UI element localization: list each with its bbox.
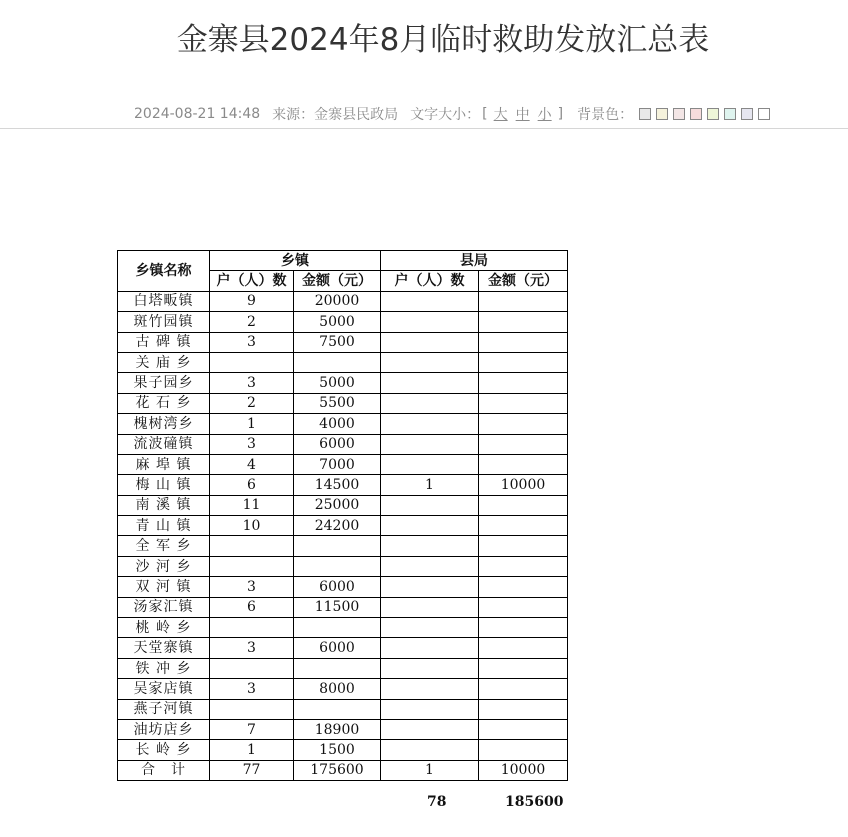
town-households-cell [210, 658, 294, 678]
article-meta [134, 104, 770, 124]
font-size-medium-link[interactable]: 中 [515, 107, 530, 123]
background-color-swatch[interactable] [758, 108, 770, 120]
county-households-cell: 1 [381, 475, 479, 495]
font-size-bracket-open: [ [482, 106, 488, 122]
town-households-cell: 4 [210, 454, 294, 474]
county-amount-cell [479, 577, 568, 597]
county-households-cell [381, 658, 479, 678]
town-name-cell: 沙 河 乡 [118, 556, 210, 576]
town-households-cell: 3 [210, 679, 294, 699]
town-amount-cell: 8000 [294, 679, 381, 699]
table-row [118, 373, 568, 393]
county-amount-cell [479, 597, 568, 617]
town-name-cell: 天堂寨镇 [118, 638, 210, 658]
town-name-cell: 白塔畈镇 [118, 291, 210, 311]
table-row [118, 434, 568, 454]
county-amount-cell [479, 373, 568, 393]
town-households-cell: 10 [210, 516, 294, 536]
town-amount-cell: 5000 [294, 373, 381, 393]
town-name-cell: 汤家汇镇 [118, 597, 210, 617]
county-amount-cell [479, 393, 568, 413]
county-amount-cell [479, 516, 568, 536]
county-households-cell [381, 291, 479, 311]
county-households-cell [381, 393, 479, 413]
table-row [118, 312, 568, 332]
table-row [118, 536, 568, 556]
table-row [118, 658, 568, 678]
county-amount-cell [479, 352, 568, 372]
county-households-cell [381, 577, 479, 597]
town-amount-cell: 7500 [294, 332, 381, 352]
county-households-cell [381, 618, 479, 638]
town-amount-cell: 6000 [294, 577, 381, 597]
header-divider [0, 128, 848, 129]
town-name-cell: 吴家店镇 [118, 679, 210, 699]
town-name-cell: 槐树湾乡 [118, 414, 210, 434]
county-amount-cell [479, 536, 568, 556]
county-amount-cell [479, 556, 568, 576]
county-households-cell [381, 516, 479, 536]
town-households-cell [210, 618, 294, 638]
town-households-cell [210, 352, 294, 372]
county-amount-cell [479, 495, 568, 515]
county-households-cell [381, 536, 479, 556]
county-households-cell [381, 332, 479, 352]
table-row [118, 475, 568, 495]
town-households-cell: 1 [210, 414, 294, 434]
header-town-name: 乡镇名称 [118, 251, 210, 292]
town-name-cell: 梅 山 镇 [118, 475, 210, 495]
town-households-cell: 2 [210, 393, 294, 413]
county-households-cell [381, 495, 479, 515]
town-households-cell: 77 [210, 760, 294, 780]
town-households-cell: 3 [210, 373, 294, 393]
table-row [118, 516, 568, 536]
town-households-cell: 9 [210, 291, 294, 311]
county-amount-cell: 10000 [479, 760, 568, 780]
county-households-cell [381, 454, 479, 474]
table-row [118, 699, 568, 719]
page-title: 金寨县2024年8月临时救助发放汇总表 [176, 22, 710, 58]
table-row [118, 618, 568, 638]
town-name-cell: 铁 冲 乡 [118, 658, 210, 678]
table-row [118, 495, 568, 515]
town-households-cell: 6 [210, 597, 294, 617]
town-name-cell: 桃 岭 乡 [118, 618, 210, 638]
town-amount-cell: 11500 [294, 597, 381, 617]
relief-summary-table [117, 250, 568, 781]
town-name-cell: 古 碑 镇 [118, 332, 210, 352]
source-value: 金寨县民政局 [314, 107, 399, 123]
table-row [118, 597, 568, 617]
county-households-cell [381, 719, 479, 739]
town-amount-cell: 24200 [294, 516, 381, 536]
table-row [118, 291, 568, 311]
table-row [118, 393, 568, 413]
table-row [118, 638, 568, 658]
county-households-cell [381, 638, 479, 658]
grand-total-amount: 185600 [505, 794, 564, 810]
town-name-cell: 青 山 镇 [118, 516, 210, 536]
table-row [118, 719, 568, 739]
county-amount-cell [479, 740, 568, 760]
table-row [118, 352, 568, 372]
town-households-cell [210, 536, 294, 556]
county-amount-cell [479, 312, 568, 332]
town-name-cell: 斑竹园镇 [118, 312, 210, 332]
town-households-cell: 3 [210, 638, 294, 658]
county-amount-cell: 10000 [479, 475, 568, 495]
town-amount-cell: 1500 [294, 740, 381, 760]
county-amount-cell [479, 454, 568, 474]
header-town-amount: 金额（元） [294, 271, 381, 291]
background-color-swatch[interactable] [724, 108, 736, 120]
town-households-cell: 11 [210, 495, 294, 515]
county-amount-cell [479, 638, 568, 658]
table-row [118, 679, 568, 699]
header-group-town: 乡镇 [210, 251, 381, 271]
table-row [118, 556, 568, 576]
town-amount-cell [294, 658, 381, 678]
town-name-cell: 南 溪 镇 [118, 495, 210, 515]
town-amount-cell: 25000 [294, 495, 381, 515]
town-name-cell: 果子园乡 [118, 373, 210, 393]
table-header-row-1 [118, 251, 568, 271]
town-amount-cell: 6000 [294, 434, 381, 454]
county-households-cell [381, 740, 479, 760]
town-name-cell: 全 军 乡 [118, 536, 210, 556]
town-amount-cell [294, 352, 381, 372]
town-amount-cell: 20000 [294, 291, 381, 311]
town-amount-cell: 5000 [294, 312, 381, 332]
town-amount-cell: 18900 [294, 719, 381, 739]
county-households-cell [381, 312, 479, 332]
county-households-cell: 1 [381, 760, 479, 780]
background-color-swatch[interactable] [741, 108, 753, 120]
town-amount-cell: 5500 [294, 393, 381, 413]
county-amount-cell [479, 719, 568, 739]
town-name-cell: 双 河 镇 [118, 577, 210, 597]
county-households-cell [381, 352, 479, 372]
town-name-cell: 燕子河镇 [118, 699, 210, 719]
font-size-large-link[interactable]: 大 [493, 107, 508, 123]
font-size-label: 文字大小： [410, 107, 481, 123]
town-name-cell: 花 石 乡 [118, 393, 210, 413]
town-households-cell [210, 556, 294, 576]
town-households-cell: 1 [210, 740, 294, 760]
town-amount-cell [294, 618, 381, 638]
town-amount-cell: 4000 [294, 414, 381, 434]
town-amount-cell: 175600 [294, 760, 381, 780]
town-households-cell [210, 699, 294, 719]
background-color-swatch[interactable] [690, 108, 702, 120]
county-amount-cell [479, 434, 568, 454]
town-households-cell: 2 [210, 312, 294, 332]
font-size-small-link[interactable]: 小 [537, 107, 552, 123]
county-amount-cell [479, 679, 568, 699]
table-row [118, 332, 568, 352]
town-households-cell: 6 [210, 475, 294, 495]
town-households-cell: 7 [210, 719, 294, 739]
county-amount-cell [479, 414, 568, 434]
source-label: 来源： [272, 107, 315, 123]
county-households-cell [381, 679, 479, 699]
table-row [118, 414, 568, 434]
county-households-cell [381, 373, 479, 393]
town-name-cell: 长 岭 乡 [118, 740, 210, 760]
background-color-swatches [639, 108, 770, 120]
table-row [118, 740, 568, 760]
county-amount-cell [479, 332, 568, 352]
county-households-cell [381, 597, 479, 617]
town-amount-cell: 14500 [294, 475, 381, 495]
county-households-cell [381, 556, 479, 576]
total-row [118, 760, 568, 780]
county-households-cell [381, 414, 479, 434]
town-amount-cell: 6000 [294, 638, 381, 658]
background-color-swatch[interactable] [639, 108, 651, 120]
background-color-swatch[interactable] [656, 108, 668, 120]
county-households-cell [381, 434, 479, 454]
county-amount-cell [479, 291, 568, 311]
town-amount-cell [294, 699, 381, 719]
background-color-label: 背景色： [577, 107, 634, 123]
town-amount-cell [294, 536, 381, 556]
header-county-households: 户（人）数 [381, 271, 479, 291]
town-name-cell: 流波䃥镇 [118, 434, 210, 454]
town-amount-cell: 7000 [294, 454, 381, 474]
background-color-swatch[interactable] [707, 108, 719, 120]
table-row [118, 577, 568, 597]
county-amount-cell [479, 699, 568, 719]
table-row [118, 454, 568, 474]
town-name-cell: 关 庙 乡 [118, 352, 210, 372]
town-households-cell: 3 [210, 577, 294, 597]
county-households-cell [381, 699, 479, 719]
header-town-households: 户（人）数 [210, 271, 294, 291]
town-households-cell: 3 [210, 332, 294, 352]
header-group-county: 县局 [381, 251, 568, 271]
header-county-amount: 金额（元） [479, 271, 568, 291]
county-amount-cell [479, 658, 568, 678]
town-name-cell: 麻 埠 镇 [118, 454, 210, 474]
background-color-swatch[interactable] [673, 108, 685, 120]
county-amount-cell [479, 618, 568, 638]
town-name-cell: 合 计 [118, 760, 210, 780]
font-size-bracket-close: ] [557, 106, 564, 122]
publish-datetime: 2024-08-21 14:48 [134, 106, 261, 122]
town-amount-cell [294, 556, 381, 576]
grand-total-households: 78 [427, 794, 447, 810]
town-households-cell: 3 [210, 434, 294, 454]
town-name-cell: 油坊店乡 [118, 719, 210, 739]
